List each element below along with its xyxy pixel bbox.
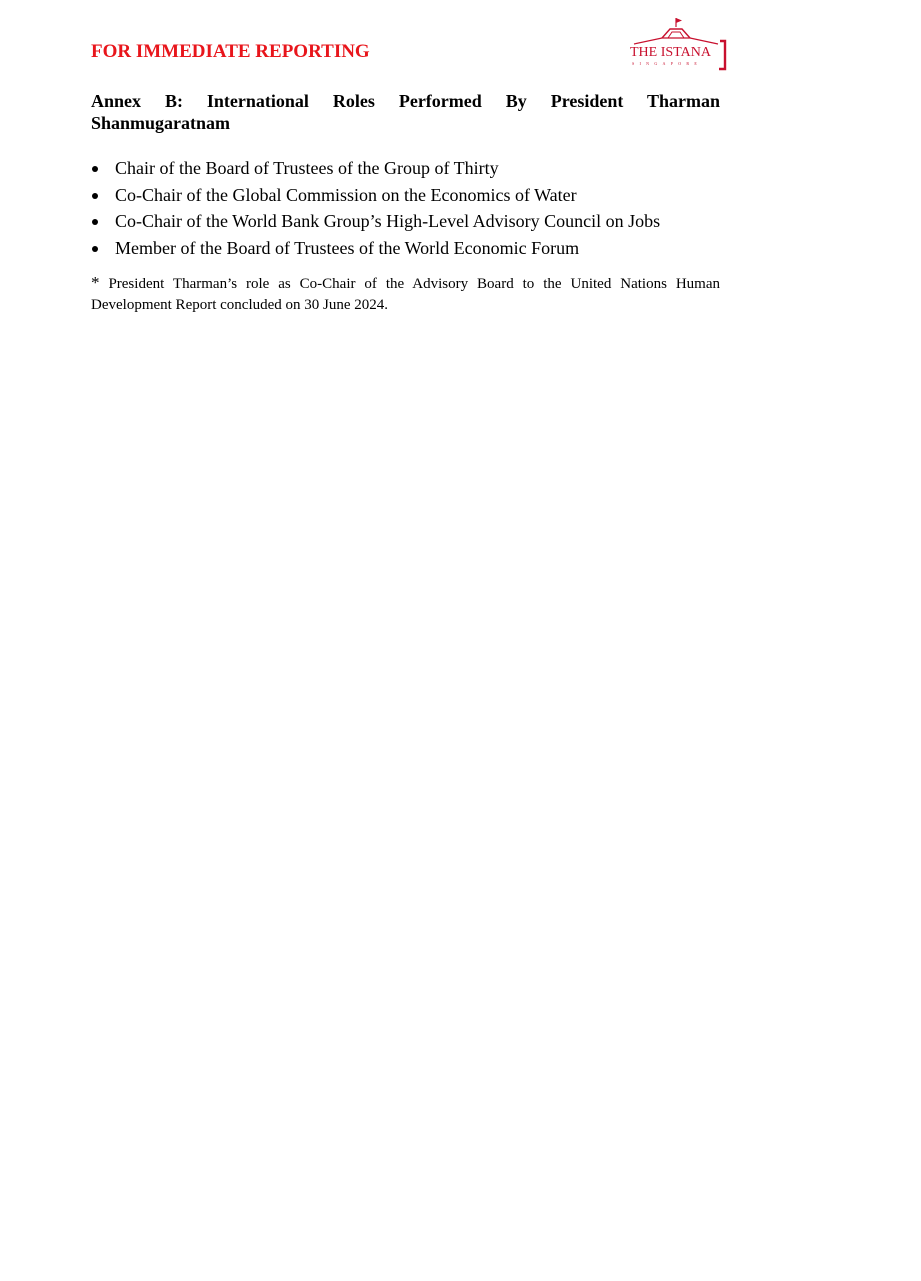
- bullet-icon: [92, 166, 98, 172]
- footnote-text: President Tharman’s role as Co-Chair of the Advisory Board to the United Nations Human Development Report concluded on 30 June 2024.: [91, 276, 720, 313]
- role-text: Chair of the Board of Trustees of the Group of Thirty: [115, 158, 499, 178]
- footnote: [91, 272, 720, 316]
- role-text: Co-Chair of the Global Commission on the Economics of Water: [115, 184, 577, 205]
- bullet-icon: [92, 246, 98, 252]
- annex-title-line-1: Annex B: International Roles Performed By President Tharman: [91, 91, 720, 111]
- istana-logo: [626, 16, 730, 72]
- role-text: Member of the Board of Trustees of the World Economic Forum: [115, 237, 580, 258]
- bullet-icon: [92, 219, 98, 225]
- logo-title: THE ISTANA: [630, 45, 711, 60]
- bullet-icon: [92, 193, 98, 199]
- logo-subtitle: SINGAPORE: [632, 61, 703, 66]
- list-item: [91, 208, 731, 235]
- footnote-marker: *: [91, 273, 100, 292]
- annex-title: [91, 90, 720, 134]
- annex-title-line-2: Shanmugaratnam: [91, 113, 231, 133]
- list-item: [91, 182, 731, 209]
- list-item: [91, 155, 731, 182]
- reporting-label: FOR IMMEDIATE REPORTING: [91, 41, 370, 62]
- list-item: [91, 235, 731, 262]
- roles-list: [91, 155, 731, 261]
- role-text: Co-Chair of the World Bank Group’s High-Level Advisory Council on Jobs: [115, 211, 661, 231]
